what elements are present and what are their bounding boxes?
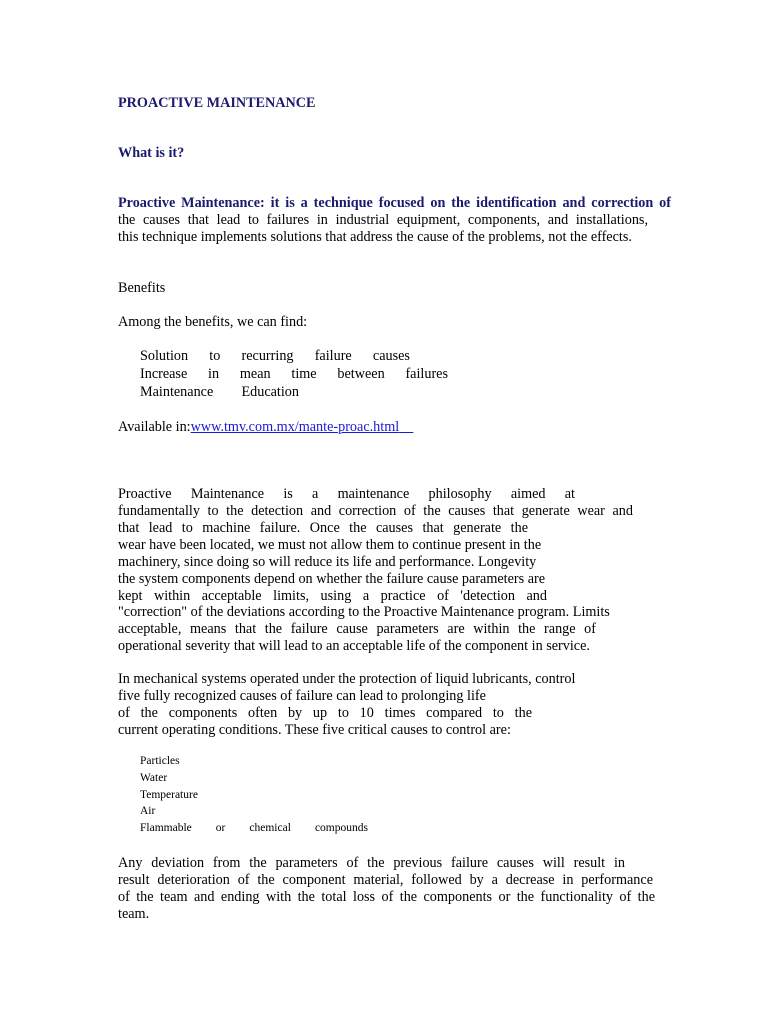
paragraph-2-line: In mechanical systems operated under the protection of liquid lubricants, control — [118, 671, 576, 687]
paragraph-1-line: that lead to machine failure. Once the causes that generate the — [118, 520, 528, 536]
definition-line-3: this technique implements solutions that address the cause of the problems, not the effects. — [118, 229, 632, 245]
benefit-item — [140, 348, 410, 365]
cause-word: or — [215, 822, 226, 834]
benefit-word: recurring — [241, 348, 294, 364]
cause-word: Flammable — [140, 822, 192, 834]
definition-bold-line: Proactive Maintenance: it is a technique focused on the identification and correction of — [118, 195, 671, 211]
paragraph-3-line: Any deviation from the parameters of the previous failure causes will result in — [118, 855, 625, 871]
benefit-word: Solution — [140, 348, 189, 364]
benefit-word: to — [209, 348, 221, 364]
available-label: Available in: — [118, 419, 191, 435]
cause-item — [140, 822, 368, 834]
definition-line-2: the causes that lead to failures in industrial equipment, components, and installations, — [118, 212, 648, 228]
cause-word: chemical — [249, 822, 291, 834]
paragraph-2-line: current operating conditions. These five critical causes to control are: — [118, 722, 511, 738]
paragraph-3-line: of the team and ending with the total loss of the components or the functionality of the — [118, 889, 655, 905]
benefit-word: failures — [405, 366, 448, 382]
cause-word: compounds — [314, 822, 368, 834]
paragraph-1-line: "correction" of the deviations according to the Proactive Maintenance program. Limits — [118, 604, 610, 620]
paragraph-3-line: result deterioration of the component material, followed by a decrease in performance — [118, 872, 653, 888]
benefit-item — [140, 384, 299, 401]
benefit-item — [140, 366, 448, 383]
paragraph-1-line: the system components depend on whether the failure cause parameters are — [118, 571, 546, 587]
benefit-word: mean — [239, 366, 271, 382]
paragraph-1-line: fundamentally to the detection and correction of the causes that generate wear and — [118, 503, 633, 519]
benefits-intro: Among the benefits, we can find: — [118, 314, 308, 330]
benefit-word: failure — [314, 348, 352, 364]
paragraph-2-line: of the components often by up to 10 times compared to the — [118, 705, 532, 721]
benefit-word: Maintenance — [140, 384, 214, 400]
cause-item: Particles — [140, 755, 180, 767]
paragraph-1-line: acceptable, means that the failure cause parameters are within the range of — [118, 621, 596, 637]
paragraph-1-line: kept within acceptable limits, using a practice of 'detection and — [118, 588, 547, 604]
benefit-word: in — [208, 366, 220, 382]
available-line — [118, 419, 413, 436]
page-title: PROACTIVE MAINTENANCE — [118, 95, 316, 111]
benefit-word: Increase — [140, 366, 188, 382]
section-question: What is it? — [118, 145, 185, 161]
benefit-word: causes — [372, 348, 410, 364]
benefit-word: Education — [241, 384, 299, 400]
cause-item: Temperature — [140, 789, 198, 801]
paragraph-1-line: wear have been located, we must not allow them to continue present in the — [118, 537, 542, 553]
cause-item: Air — [140, 805, 156, 817]
paragraph-1-line: Proactive Maintenance is a maintenance philosophy aimed at — [118, 486, 575, 502]
paragraph-2-line: five fully recognized causes of failure can lead to prolonging life — [118, 688, 486, 704]
paragraph-1-line: operational severity that will lead to an acceptable life of the component in service. — [118, 638, 590, 654]
benefits-heading: Benefits — [118, 280, 166, 296]
benefit-word: time — [291, 366, 317, 382]
benefit-word: between — [337, 366, 385, 382]
paragraph-1-line: machinery, since doing so will reduce its life and performance. Longevity — [118, 554, 537, 570]
cause-item: Water — [140, 772, 168, 784]
paragraph-3-line: team. — [118, 906, 150, 922]
source-link[interactable]: www.tmv.com.mx/mante-proac.html — [190, 419, 400, 435]
